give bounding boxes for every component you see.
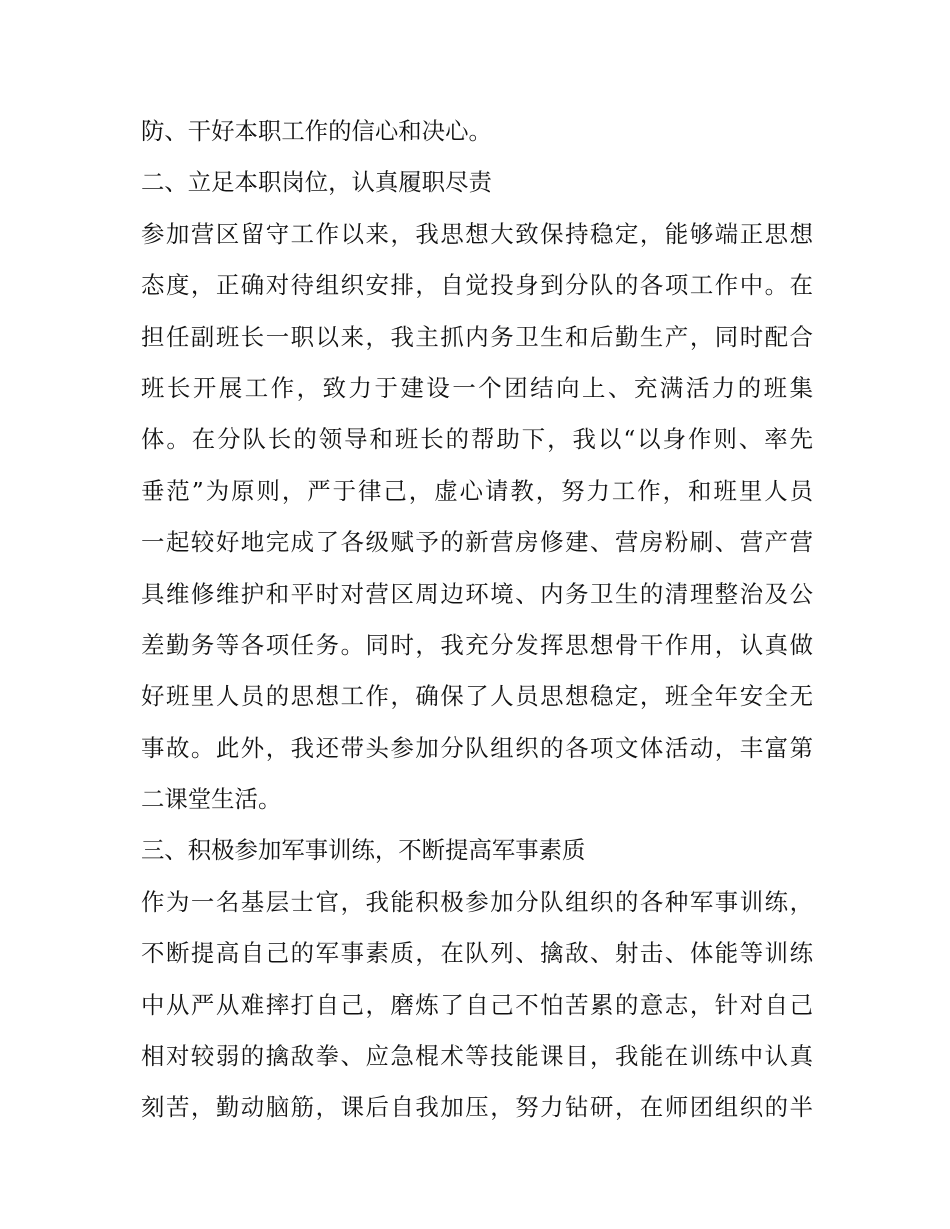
text-line: 二课堂生活。 [141, 785, 282, 814]
text-line: 体。在分队长的领导和班长的帮助下，我以“以身作则、率先 [141, 425, 813, 454]
text-line: 好班里人员的思想工作，确保了人员思想稳定，班全年安全无 [141, 682, 813, 711]
text-line: 事故。此外，我还带头参加分队组织的各项文体活动，丰富第 [141, 733, 813, 762]
text-line: 担任副班长一职以来，我主抓内务卫生和后勤生产，同时配合 [141, 322, 813, 351]
text-line: 相对较弱的擒敌拳、应急棍术等技能课目，我能在训练中认真 [141, 1042, 813, 1071]
text-line: 具维修维护和平时对营区周边环境、内务卫生的清理整治及公 [141, 579, 813, 608]
text-line: 差勤务等各项任务。同时，我充分发挥思想骨干作用，认真做 [141, 630, 813, 659]
text-line: 垂范”为原则，严于律己，虚心请教，努力工作，和班里人员 [141, 476, 813, 505]
text-line: 不断提高自己的军事素质，在队列、擒敌、射击、体能等训练 [141, 939, 813, 968]
text-line: 态度，正确对待组织安排，自觉投身到分队的各项工作中。在 [141, 271, 813, 300]
section-heading: 三、积极参加军事训练，不断提高军事素质 [141, 836, 586, 865]
text-line: 刻苦，勤动脑筋，课后自我加压，努力钻研，在师团组织的半 [141, 1093, 813, 1122]
text-line: 一起较好地完成了各级赋予的新营房修建、营房粉刷、营产营 [141, 528, 813, 557]
text-line: 中从严从难摔打自己，磨炼了自己不怕苦累的意志，针对自己 [141, 990, 813, 1019]
text-line: 参加营区留守工作以来，我思想大致保持稳定，能够端正思想 [141, 219, 813, 248]
text-line: 班长开展工作，致力于建设一个团结向上、充满活力的班集 [141, 373, 813, 402]
text-line: 防、干好本职工作的信心和决心。 [141, 117, 492, 145]
document-body [141, 106, 813, 1134]
section-heading: 二、立足本职岗位，认真履职尽责 [141, 168, 492, 197]
text-line: 作为一名基层士官，我能积极参加分队组织的各种军事训练， [141, 887, 813, 916]
